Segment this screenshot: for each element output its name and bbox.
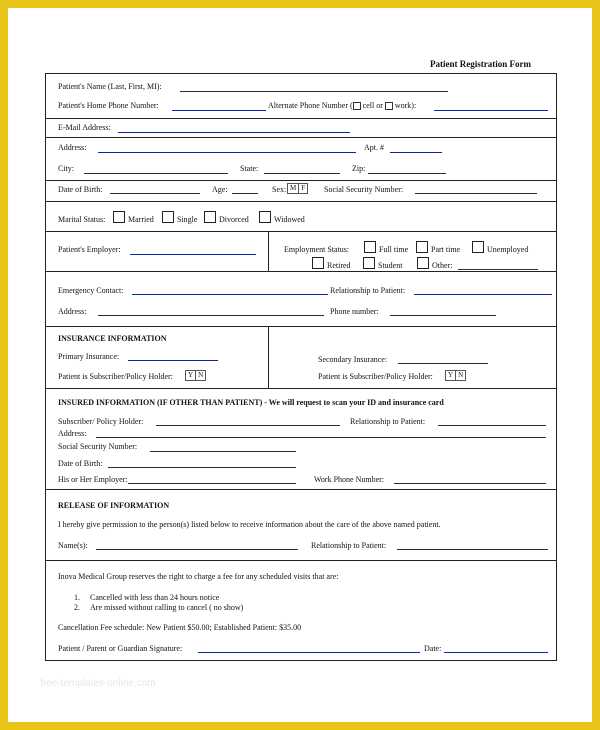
secondary-n-option[interactable]: N: [458, 371, 464, 379]
zip-field[interactable]: [368, 173, 446, 174]
student-label: Student: [378, 261, 403, 270]
address-label: Address:: [58, 143, 87, 152]
other-label: Other:: [432, 261, 453, 270]
city-field[interactable]: [84, 173, 228, 174]
primary-n-option[interactable]: N: [198, 371, 204, 379]
primary-y-option[interactable]: Y: [186, 371, 196, 380]
single-checkbox[interactable]: [162, 211, 174, 223]
divider: [46, 271, 556, 272]
full-time-label: Full time: [379, 245, 409, 254]
policy-item-1-number: 1.: [74, 593, 80, 602]
secondary-insurance-field[interactable]: [398, 363, 488, 364]
cancellation-fee-text: Cancellation Fee schedule: New Patient $50.00; Established Patient: $35.00: [58, 623, 302, 632]
divorced-label: Divorced: [219, 215, 249, 224]
insured-employer-field[interactable]: [128, 483, 296, 484]
policy-intro: Inova Medical Group reserves the right to charge a fee for any scheduled visits that are:: [58, 572, 339, 581]
form-title: Patient Registration Form: [430, 59, 531, 69]
release-text: I hereby give permission to the person(s) listed below to receive information about the care of the above named patient.: [58, 520, 441, 529]
release-relationship-label: Relationship to Patient:: [311, 541, 387, 550]
secondary-subscriber-selector[interactable]: [445, 370, 466, 381]
home-phone-label: Patient's Home Phone Number:: [58, 101, 159, 110]
secondary-y-option[interactable]: Y: [446, 371, 456, 380]
watermark: free-templates-online.com: [40, 678, 156, 689]
date-field[interactable]: [444, 652, 548, 653]
divider: [46, 180, 556, 181]
insured-holder-label: Subscriber/ Policy Holder:: [58, 417, 144, 426]
divider: [46, 231, 556, 232]
email-field[interactable]: [118, 132, 350, 133]
sex-f-option[interactable]: F: [301, 184, 306, 192]
insured-relationship-label: Relationship to Patient:: [350, 417, 426, 426]
date-label: Date:: [424, 644, 442, 653]
email-label: E-Mail Address:: [58, 123, 111, 132]
part-time-label: Part time: [431, 245, 461, 254]
emergency-phone-label: Phone number:: [330, 307, 379, 316]
employer-label: Patient's Employer:: [58, 245, 121, 254]
state-label: State:: [240, 164, 259, 173]
signature-field[interactable]: [198, 652, 420, 653]
address-field[interactable]: [98, 152, 356, 153]
other-field[interactable]: [458, 269, 538, 270]
insured-relationship-field[interactable]: [438, 425, 546, 426]
marital-label: Marital Status:: [58, 215, 106, 224]
policy-item-2-number: 2.: [74, 603, 80, 612]
married-label: Married: [128, 215, 154, 224]
emergency-relationship-field[interactable]: [414, 294, 552, 295]
part-time-checkbox[interactable]: [416, 241, 428, 253]
secondary-subscriber-label: Patient is Subscriber/Policy Holder:: [318, 372, 433, 381]
unemployed-label: Unemployed: [487, 245, 529, 254]
emergency-address-field[interactable]: [98, 315, 324, 316]
alt-phone-label: Alternate Phone Number ( cell or work):: [268, 101, 417, 110]
divider: [46, 201, 556, 202]
emergency-contact-field[interactable]: [132, 294, 328, 295]
home-phone-field[interactable]: [172, 110, 266, 111]
release-heading: RELEASE OF INFORMATION: [58, 501, 170, 510]
emergency-contact-label: Emergency Contact:: [58, 286, 124, 295]
married-checkbox[interactable]: [113, 211, 125, 223]
sex-label: Sex:: [272, 185, 287, 194]
primary-insurance-field[interactable]: [128, 360, 218, 361]
state-field[interactable]: [264, 173, 340, 174]
policy-item-2-text: Are missed without calling to cancel ( no show): [90, 603, 244, 612]
apt-label: Apt. #: [364, 143, 384, 152]
emergency-phone-field[interactable]: [390, 315, 496, 316]
registration-form: [45, 73, 557, 661]
widowed-checkbox[interactable]: [259, 211, 271, 223]
policy-item-1-text: Cancelled with less than 24 hours notice: [90, 593, 220, 602]
work-checkbox[interactable]: [385, 102, 393, 110]
ssn-field[interactable]: [415, 193, 537, 194]
ssn-label: Social Security Number:: [324, 185, 404, 194]
full-time-checkbox[interactable]: [364, 241, 376, 253]
insured-ssn-label: Social Security Number:: [58, 442, 138, 451]
divorced-checkbox[interactable]: [204, 211, 216, 223]
employer-field[interactable]: [130, 254, 256, 255]
apt-field[interactable]: [390, 152, 442, 153]
sex-m-option[interactable]: M: [288, 184, 299, 193]
release-relationship-field[interactable]: [397, 549, 548, 550]
primary-insurance-label: Primary Insurance:: [58, 352, 120, 361]
unemployed-checkbox[interactable]: [472, 241, 484, 253]
divider: [46, 560, 556, 561]
insured-ssn-field[interactable]: [150, 451, 296, 452]
other-checkbox[interactable]: [417, 257, 429, 269]
insured-dob-label: Date of Birth:: [58, 459, 103, 468]
insured-dob-field[interactable]: [108, 467, 296, 468]
city-label: City:: [58, 164, 75, 173]
vertical-divider: [268, 231, 269, 271]
divider: [46, 489, 556, 490]
primary-subscriber-label: Patient is Subscriber/Policy Holder:: [58, 372, 173, 381]
retired-label: Retired: [327, 261, 351, 270]
widowed-label: Widowed: [274, 215, 305, 224]
primary-subscriber-selector[interactable]: [185, 370, 206, 381]
patient-name-field[interactable]: [180, 91, 448, 92]
insurance-heading: INSURANCE INFORMATION: [58, 334, 167, 343]
release-names-field[interactable]: [96, 549, 298, 550]
emergency-relationship-label: Relationship to Patient:: [330, 286, 406, 295]
divider: [46, 137, 556, 138]
secondary-insurance-label: Secondary Insurance:: [318, 355, 388, 364]
divider: [46, 388, 556, 389]
signature-label: Patient / Parent or Guardian Signature:: [58, 644, 183, 653]
emergency-address-label: Address:: [58, 307, 87, 316]
divider: [46, 326, 556, 327]
divider: [46, 118, 556, 119]
single-label: Single: [177, 215, 198, 224]
employment-status-label: Employment Status:: [284, 245, 350, 254]
insured-address-field[interactable]: [96, 437, 546, 438]
dob-field[interactable]: [110, 193, 200, 194]
insured-address-label: Address:: [58, 429, 87, 438]
insured-holder-field[interactable]: [156, 425, 340, 426]
vertical-divider: [268, 326, 269, 388]
release-names-label: Name(s):: [58, 541, 88, 550]
insured-work-phone-field[interactable]: [394, 483, 546, 484]
retired-checkbox[interactable]: [312, 257, 324, 269]
patient-name-label: Patient's Name (Last, First, MI):: [58, 82, 162, 91]
student-checkbox[interactable]: [363, 257, 375, 269]
insured-work-phone-label: Work Phone Number:: [314, 475, 385, 484]
insured-employer-label: His or Her Employer:: [58, 475, 128, 484]
insured-heading: INSURED INFORMATION (IF OTHER THAN PATIENT) - We will request to scan your ID and insurance card: [58, 398, 444, 407]
cell-checkbox[interactable]: [353, 102, 361, 110]
age-label: Age:: [212, 185, 228, 194]
dob-label: Date of Birth:: [58, 185, 103, 194]
sex-selector[interactable]: [287, 183, 308, 194]
zip-label: Zip:: [352, 164, 366, 173]
age-field[interactable]: [232, 193, 258, 194]
alt-phone-field[interactable]: [434, 110, 548, 111]
